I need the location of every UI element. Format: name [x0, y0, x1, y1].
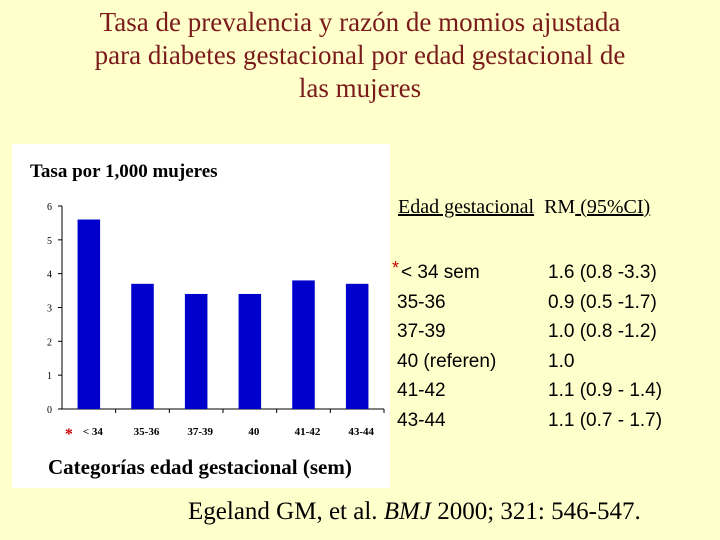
- x-tick-label: < 34: [82, 426, 103, 438]
- odds-ratio-table-header: [398, 196, 650, 219]
- rm-row-value: 1.0 (0.8 -1.2): [548, 321, 657, 342]
- rm-row-value: 0.9 (0.5 -1.7): [548, 291, 657, 313]
- citation-details: 2000; 321: 546-547.: [437, 498, 641, 525]
- rm-row-age: 35-36: [397, 291, 446, 313]
- rm-row-value: 1.1 (0.7 - 1.7): [548, 409, 663, 431]
- y-tick-label: 2: [47, 337, 52, 349]
- rm-row-age: 43-44: [397, 409, 446, 431]
- rm-row-value: 1.6 (0.8 -3.3): [548, 262, 657, 283]
- rm-row-value: 1.1 (0.9 - 1.4): [548, 380, 663, 401]
- citation: [188, 498, 641, 526]
- x-tick-label: 35-36: [133, 426, 160, 438]
- rm-row-age: 37-39: [397, 321, 446, 342]
- y-tick-label: 0: [47, 405, 52, 416]
- rm-row-age: 40 (referen): [397, 350, 497, 372]
- header-rm: RM (95%CI): [544, 196, 651, 218]
- x-tick-label: 41-42: [294, 426, 321, 438]
- bar-chart: [12, 144, 390, 488]
- citation-journal: BMJ: [383, 498, 431, 525]
- bar-5: [292, 280, 315, 409]
- y-tick-label: 1: [47, 371, 52, 383]
- rm-row-value: 1.0: [548, 350, 575, 372]
- y-tick-label: 4: [47, 269, 52, 281]
- slide-title: [0, 6, 720, 105]
- bar-2: [131, 284, 154, 409]
- bar-3: [185, 294, 208, 409]
- bar-chart-panel: [12, 144, 390, 488]
- chart-x-axis-label: Categorías edad gestacional (sem): [48, 455, 352, 479]
- x-tick-label: 37-39: [187, 426, 214, 438]
- bar-6: [346, 284, 369, 409]
- y-tick-label: 5: [47, 235, 52, 247]
- y-tick-label: 3: [47, 303, 52, 315]
- citation-authors: Egeland GM, et al.: [188, 498, 378, 525]
- chart-title: Tasa por 1,000 mujeres: [30, 161, 218, 182]
- asterisk-marker: *: [64, 426, 73, 443]
- bar-4: [239, 294, 262, 409]
- header-age: Edad gestacional: [398, 196, 535, 218]
- slide-title-line-2: para diabetes gestacional por edad gestacional de: [94, 40, 626, 70]
- y-tick-label: 6: [47, 202, 52, 213]
- x-tick-label: 43-44: [348, 426, 375, 438]
- bar-1: [78, 220, 101, 409]
- rm-row-asterisk: *: [392, 258, 400, 278]
- rm-row-age: * < 34 sem: [392, 258, 480, 283]
- x-tick-label: 40: [248, 426, 260, 438]
- rm-row-age: 41-42: [397, 380, 446, 401]
- slide-title-line-1: Tasa de prevalencia y razón de momios ajustada: [99, 7, 621, 37]
- slide-title-line-3: las mujeres: [298, 73, 422, 103]
